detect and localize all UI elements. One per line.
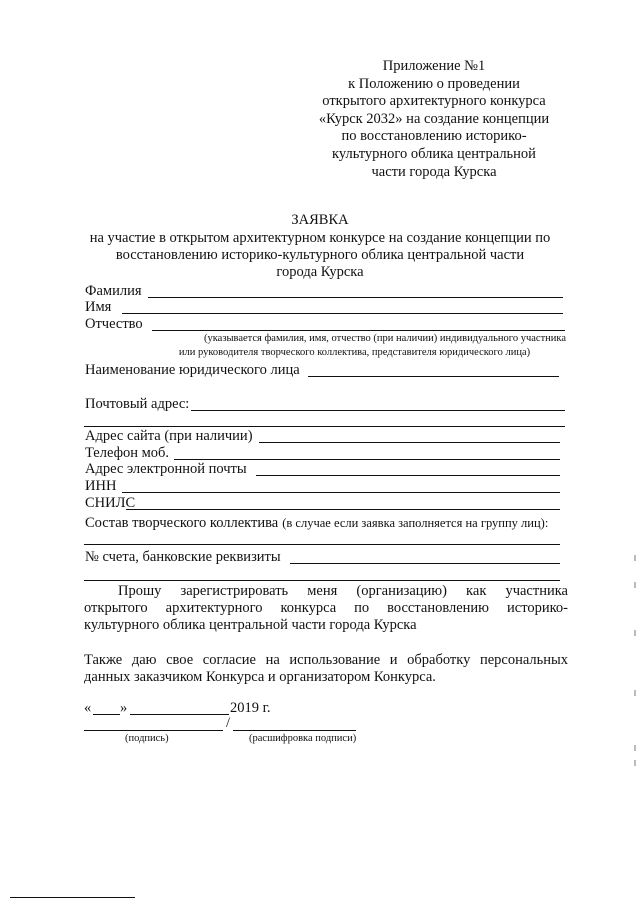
legal-entity-label: Наименование юридического лица [85,362,300,378]
phone-field[interactable] [174,459,560,460]
signature-decode-label: (расшифровка подписи) [249,733,357,744]
name-field[interactable] [122,313,563,314]
date-close-quote: » [120,700,128,716]
appendix-line: открытого архитектурного конкурса [322,93,546,110]
bank-field[interactable] [290,563,560,564]
signature-decode-field[interactable] [233,730,356,731]
subtitle-line: на участие в открытом архитектурном конкурсе на создание концепции по [89,230,551,246]
scan-mark [634,630,636,636]
snils-label: СНИЛС [85,495,136,511]
date-day-field[interactable] [93,714,120,715]
appendix-line: «Курск 2032» на создание концепции [318,110,550,127]
snils-field[interactable] [126,509,560,510]
legal-entity-field[interactable] [308,376,559,377]
fio-hint-line: (указывается фамилия, имя, отчество (при наличии) индивидуального участника [203,333,566,344]
subtitle-line: города Курска [276,264,364,280]
date-year: 2019 г. [230,700,271,716]
appendix-line: к Положению о проведении [348,75,520,92]
team-label: Состав творческого коллектива [85,515,279,531]
signature-field[interactable] [84,730,223,731]
inn-field[interactable] [122,492,560,493]
footnote-divider [10,897,135,898]
date-open-quote: « [84,700,92,716]
signature-label: (подпись) [125,733,169,744]
request-line: культурного облика центральной части города Курска [84,617,417,633]
postal-address-field[interactable] [191,410,565,411]
scan-mark [634,760,636,766]
surname-field[interactable] [148,297,563,298]
inn-label: ИНН [85,478,117,494]
signature-slash: / [226,715,231,731]
phone-label: Телефон моб. [85,445,170,461]
appendix-block [300,58,568,181]
postal-address-field-2[interactable] [84,426,565,427]
scan-mark [634,555,636,561]
email-field[interactable] [256,475,560,476]
team-hint: (в случае если заявка заполняется на группу лиц): [282,516,549,530]
scan-mark [634,690,636,696]
team-field[interactable] [84,544,560,545]
patronymic-label: Отчество [85,316,143,332]
bank-label: № счета, банковские реквизиты [85,549,281,565]
subtitle-line: восстановлению историко-культурного облика центральной части [115,247,525,263]
fio-hint-line: или руководителя творческого коллектива, представителя юридического лица) [178,347,531,358]
page-title: ЗАЯВКА [291,212,349,228]
scan-mark [634,582,636,588]
patronymic-field[interactable] [152,330,565,331]
website-label: Адрес сайта (при наличии) [85,428,253,444]
website-field[interactable] [259,442,560,443]
appendix-line: культурного облика центральной [332,145,536,162]
date-month-field[interactable] [130,714,229,715]
surname-label: Фамилия [85,283,142,299]
email-label: Адрес электронной почты [85,461,247,477]
bank-field-2[interactable] [84,580,560,581]
postal-address-label: Почтовый адрес: [85,396,190,412]
consent-line: данных заказчиком Конкурса и организатором Конкурса. [84,669,436,685]
appendix-line: Приложение №1 [382,58,486,74]
appendix-line: части города Курска [371,163,497,180]
request-line: открытого архитектурного конкурса по восстановлению историко- [84,600,568,616]
consent-line: Также даю свое согласие на использование и обработку персональных [84,652,568,668]
team-row [85,514,548,532]
name-label: Имя [85,299,112,315]
request-line: Прошу зарегистрировать меня (организацию) как участника [118,583,568,599]
appendix-line: по восстановлению историко- [341,128,527,145]
scan-mark [634,745,636,751]
